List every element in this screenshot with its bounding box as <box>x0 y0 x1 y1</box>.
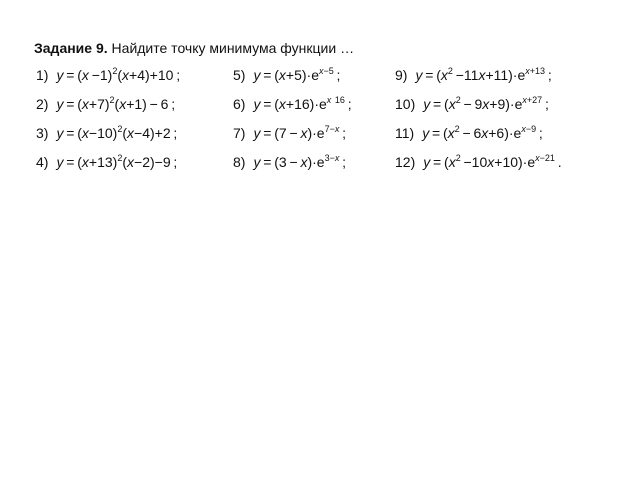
problem-formula: $y = (x+7)^2(x+1) - 6$ ; <box>56 95 176 112</box>
problem-number: 1) <box>36 67 49 83</box>
problem-10 <box>395 95 549 113</box>
problem-number: 12) <box>395 154 416 170</box>
problem-number: 7) <box>233 125 246 141</box>
problem-number: 11) <box>395 125 415 141</box>
problem-8 <box>233 153 346 171</box>
problem-formula: $y = (x+13)^2(x-2)-9$ ; <box>56 153 178 170</box>
problem-3 <box>36 124 177 142</box>
problem-number: 4) <box>36 154 49 170</box>
problem-formula: $y = (x^2 - 9x+9)\cdot e^{x+27}$ ; <box>423 95 549 112</box>
problem-5 <box>233 66 340 84</box>
problem-7 <box>233 124 346 142</box>
task-label: Задание 9. <box>34 40 108 56</box>
problem-number: 8) <box>233 154 246 170</box>
problem-2 <box>36 95 175 113</box>
problem-number: 6) <box>233 96 246 112</box>
problem-9 <box>395 66 552 84</box>
problem-formula: $y = (7 - x)\cdot e^{7-x}$ ; <box>253 124 347 141</box>
problem-number: 2) <box>36 96 49 112</box>
problem-1 <box>36 66 180 84</box>
problem-number: 3) <box>36 125 49 141</box>
problem-formula: $y = (3 - x)\cdot e^{3-x}$ ; <box>253 153 347 170</box>
problem-formula: $y = (x -1)^2(x+4)+10$ ; <box>56 66 181 83</box>
problem-number: 10) <box>395 96 416 112</box>
problem-formula: $y = (x+5)\cdot e^{x-5}$ ; <box>253 66 341 83</box>
task-text: Найдите точку минимума функции … <box>107 40 355 56</box>
problem-number: 5) <box>233 67 246 83</box>
problem-formula: $y = (x^2 -10x+10)\cdot e^{x-21}$ . <box>423 153 562 170</box>
problem-4 <box>36 153 177 171</box>
problem-formula: $y = (x+16)\cdot e^{x 16}$ ; <box>253 95 352 112</box>
problem-6 <box>233 95 352 113</box>
problem-number: 9) <box>395 67 408 83</box>
problem-formula: $y = (x-10)^2(x-4)+2$ ; <box>56 124 178 141</box>
problem-12 <box>395 153 562 171</box>
problem-formula: $y = (x^2 - 6x+6)\cdot e^{x-9}$ ; <box>422 124 543 141</box>
problem-11 <box>395 124 543 142</box>
task-header <box>34 40 354 56</box>
problem-formula: $y = (x^2 -11x+11)\cdot e^{x+13}$ ; <box>415 66 552 83</box>
